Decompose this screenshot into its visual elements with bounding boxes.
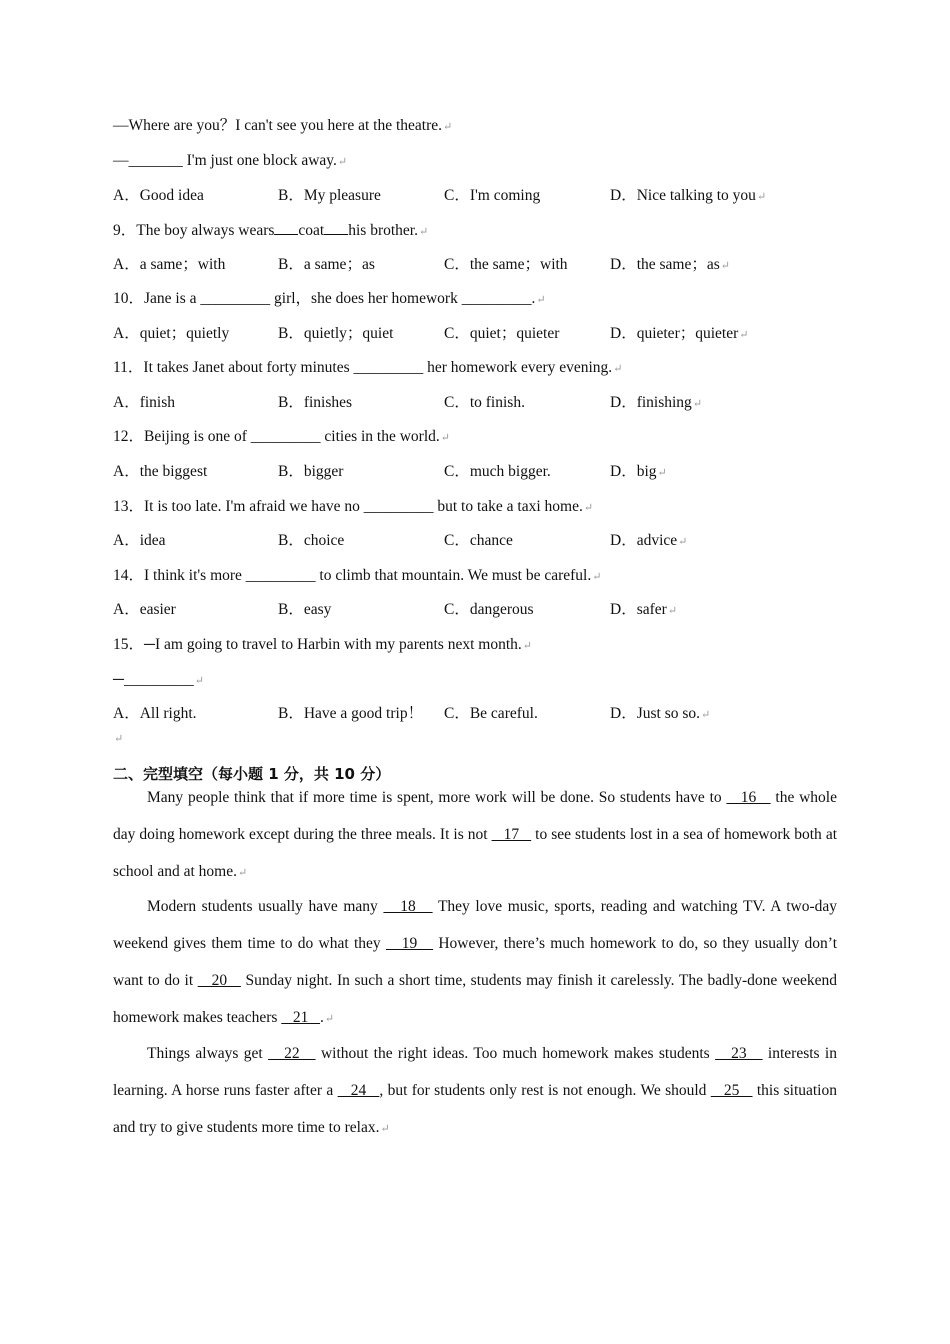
blank-24: 24 [337, 1082, 380, 1099]
paragraph-1: Many people think that if more time is spent, more work will be done. So students have to 16 the whole day doing homework except during the three meals. It is not 17 to see students lost in a sea of homework both at school and at home.↵ [113, 789, 838, 880]
q9-option-c: C．the same；with [444, 256, 568, 273]
blank-19: 19 [385, 935, 434, 952]
q8-option-d: D．Nice talking to you↵ [610, 187, 767, 204]
q14-option-a: A．easier [113, 601, 176, 618]
section-heading: 二、完型填空（每小题 1 分，共 10 分） [113, 765, 391, 783]
q15-option-b: B．Have a good trip！ [278, 705, 424, 722]
q13-question: 13．It is too late. I'm afraid we have no _________ but to take a taxi home.↵ [113, 498, 594, 515]
q11-option-d: D．finishing↵ [610, 394, 703, 411]
q10-question: 10．Jane is a _________ girl，she does her homework _________.↵ [113, 290, 546, 307]
q12-option-a: A．the biggest [113, 463, 208, 480]
q10-option-a: A．quiet；quietly [113, 325, 230, 342]
q9-option-d: D．the same；as↵ [610, 256, 730, 273]
blank-25: 25 [710, 1082, 753, 1099]
blank-21: 21 [281, 1009, 321, 1026]
q8-option-a: A．Good idea [113, 187, 204, 204]
q14-option-c: C．dangerous [444, 601, 534, 618]
paragraph-3: Things always get 22 without the right ideas. Too much homework makes students 23 interests in learning. A horse runs faster after a 24 , but for students only rest is not enough. We should 25 this situation and try to give students more time to relax.↵ [113, 1045, 837, 1136]
blank-20: 20 [197, 972, 241, 989]
q15-option-c: C．Be careful. [444, 705, 538, 722]
q8-line1: —Where are you？I can't see you here at the theatre.↵ [113, 117, 453, 134]
q12-option-d: D．big↵ [610, 463, 667, 480]
blank-18: 18 [383, 898, 433, 915]
q8-option-c: C．I'm coming [444, 187, 541, 204]
q8-option-b: B．My pleasure [278, 187, 381, 204]
q9-option-a: A．a same；with [113, 256, 226, 273]
blank-22: 22 [268, 1045, 316, 1062]
q14-option-d: D．safer↵ [610, 601, 678, 618]
q11-option-a: A．finish [113, 394, 176, 411]
q14-question: 14．I think it's more _________ to climb that mountain. We must be careful.↵ [113, 567, 602, 584]
q14-option-b: B．easy [278, 601, 332, 618]
blank-16: 16 [726, 789, 771, 806]
q12-option-b: B．bigger [278, 463, 344, 480]
q9-question: 9．The boy always wears coat his brother.↵ [113, 222, 429, 239]
q15-question: 15．─I am going to travel to Harbin with my parents next month.↵ [113, 636, 532, 653]
q9-option-b: B．a same；as [278, 256, 375, 273]
blank-17: 17 [491, 826, 532, 843]
q13-option-d: D．advice↵ [610, 532, 688, 549]
paragraph-mark: ↵ [114, 733, 124, 745]
paragraph-2: Modern students usually have many 18 They love music, sports, reading and watching TV. A two-day weekend gives them time to do what they 19 However, there’s much homework to do, so they usually don’t want to do it 20 Sunday night. In such a short time, students may finish it carelessly. The badly-done weekend homework makes teachers 21 .↵ [113, 898, 838, 1026]
q11-question: 11．It takes Janet about forty minutes _________ her homework every evening.↵ [113, 359, 623, 376]
q12-question: 12．Beijing is one of _________ cities in the world.↵ [113, 428, 450, 445]
q10-option-d: D．quieter；quieter↵ [610, 325, 749, 342]
q15-option-a: A．All right. [113, 705, 197, 722]
q8-line2: —_______ I'm just one block away.↵ [113, 152, 348, 169]
q12-option-c: C．much bigger. [444, 463, 551, 480]
q13-option-a: A．idea [113, 532, 166, 549]
blank-23: 23 [715, 1045, 763, 1062]
q15-option-d: D．Just so so.↵ [610, 705, 711, 722]
q13-option-c: C．chance [444, 532, 513, 549]
q11-option-c: C．to finish. [444, 394, 525, 411]
q15-line2: ─_________↵ [113, 671, 204, 688]
q10-option-c: C．quiet；quieter [444, 325, 560, 342]
q10-option-b: B．quietly；quiet [278, 325, 394, 342]
q11-option-b: B．finishes [278, 394, 353, 411]
q13-option-b: B．choice [278, 532, 345, 549]
